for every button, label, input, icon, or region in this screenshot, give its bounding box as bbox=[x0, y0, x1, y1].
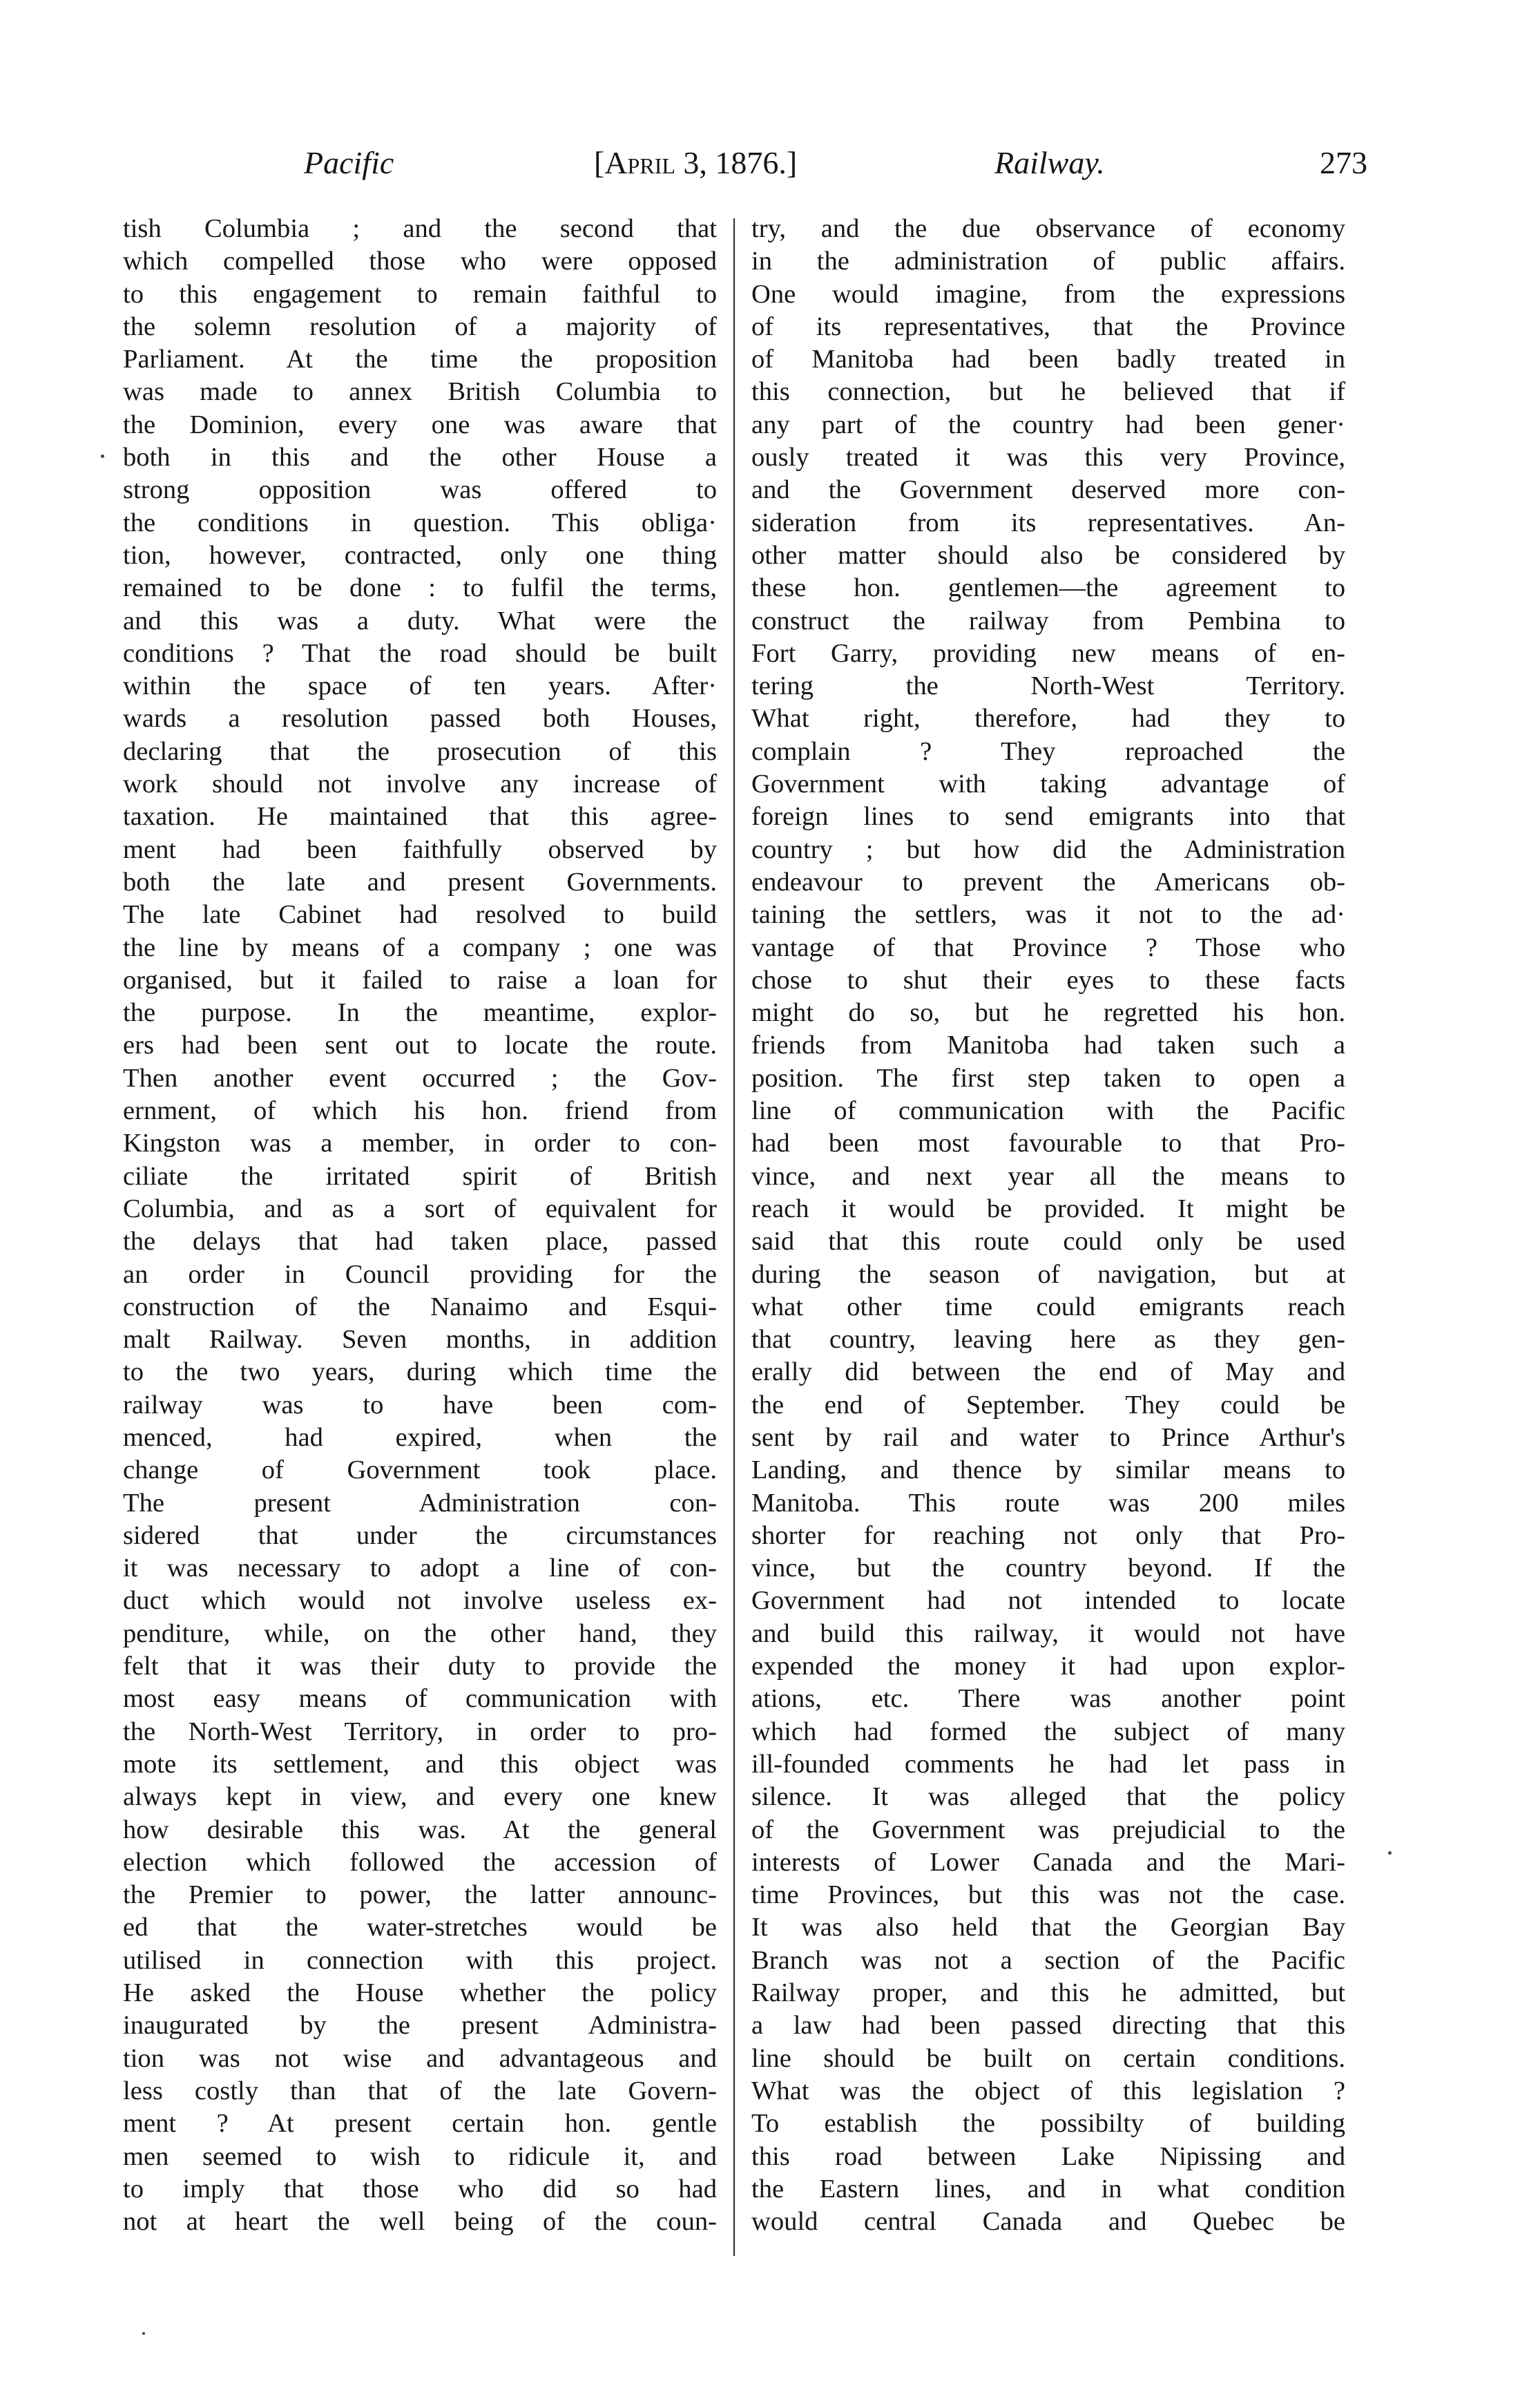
text-line: both the late and present Governments. bbox=[123, 867, 717, 897]
text-line: tering the North-West Territory. bbox=[751, 671, 1345, 701]
text-line: vince, and next year all the means to bbox=[751, 1161, 1345, 1191]
text-line: ed that the water-stretches would be bbox=[123, 1913, 717, 1942]
text-line: silence. It was alleged that the policy bbox=[751, 1782, 1345, 1812]
text-line: within the space of ten years. After· bbox=[123, 671, 717, 701]
text-line: an order in Council providing for the bbox=[123, 1259, 717, 1289]
page-number: 273 bbox=[1320, 145, 1367, 180]
text-line: which had formed the subject of many bbox=[751, 1717, 1345, 1746]
text-line: a law had been passed directing that this bbox=[751, 2011, 1345, 2041]
text-line: to imply that those who did so had bbox=[123, 2174, 717, 2204]
text-line: always kept in view, and every one knew bbox=[123, 1782, 717, 1812]
text-line: of the Government was prejudicial to the bbox=[751, 1815, 1345, 1844]
text-line: of Manitoba had been badly treated in bbox=[751, 345, 1345, 374]
text-line: the North-West Territory, in order to pro- bbox=[123, 1717, 717, 1746]
text-line: the conditions in question. This obliga· bbox=[123, 508, 717, 537]
text-line: declaring that the prosecution of this bbox=[123, 736, 717, 766]
column-divider bbox=[733, 218, 735, 2256]
text-line: this road between Lake Nipissing and bbox=[751, 2141, 1345, 2171]
text-line: ment ? At present certain hon. gentle bbox=[123, 2109, 717, 2139]
text-line: Fort Garry, providing new means of en- bbox=[751, 638, 1345, 668]
text-line: foreign lines to send emigrants into that bbox=[751, 802, 1345, 832]
text-line: was made to annex British Columbia to bbox=[123, 377, 717, 407]
text-line: and build this railway, it would not have bbox=[751, 1618, 1345, 1648]
text-line: Government with taking advantage of bbox=[751, 770, 1345, 799]
text-line: other matter should also be considered by bbox=[751, 540, 1345, 570]
text-line: What right, therefore, had they to bbox=[751, 704, 1345, 734]
text-line: utilised in connection with this project. bbox=[123, 1945, 717, 1975]
text-line: Columbia, and as a sort of equivalent for bbox=[123, 1194, 717, 1223]
text-line: Then another event occurred ; the Gov- bbox=[123, 1063, 717, 1093]
text-line: which compelled those who were opposed bbox=[123, 247, 717, 276]
text-line: expended the money it had upon explor- bbox=[751, 1652, 1345, 1681]
left-text-column bbox=[123, 213, 717, 2238]
text-line: and the Government deserved more con- bbox=[751, 475, 1345, 505]
text-line: Branch was not a section of the Pacific bbox=[751, 1945, 1345, 1975]
text-line: had been most favourable to that Pro- bbox=[751, 1129, 1345, 1158]
text-line: less costly than that of the late Govern- bbox=[123, 2076, 717, 2105]
text-line: To establish the possibilty of building bbox=[751, 2109, 1345, 2139]
text-line: most easy means of communication with bbox=[123, 1684, 717, 1714]
text-line: railway was to have been com- bbox=[123, 1390, 717, 1420]
text-line: sideration from its representatives. An- bbox=[751, 508, 1345, 537]
text-line: any part of the country had been gener· bbox=[751, 410, 1345, 439]
text-line: tish Columbia ; and the second that bbox=[123, 214, 717, 243]
text-line: the end of September. They could be bbox=[751, 1390, 1345, 1420]
text-line: inaugurated by the present Administra- bbox=[123, 2011, 717, 2041]
text-line: Parliament. At the time the proposition bbox=[123, 345, 717, 374]
text-line: malt Railway. Seven months, in addition bbox=[123, 1325, 717, 1355]
text-line: change of Government took place. bbox=[123, 1455, 717, 1485]
text-line: strong opposition was offered to bbox=[123, 475, 717, 505]
text-line: It was also held that the Georgian Bay bbox=[751, 1913, 1345, 1942]
text-line: might do so, but he regretted his hon. bbox=[751, 998, 1345, 1028]
text-line: Manitoba. This route was 200 miles bbox=[751, 1488, 1345, 1518]
running-header bbox=[304, 135, 1367, 191]
text-line: duct which would not involve useless ex- bbox=[123, 1586, 717, 1616]
text-line: construction of the Nanaimo and Esqui- bbox=[123, 1292, 717, 1321]
text-line: men seemed to wish to ridicule it, and bbox=[123, 2141, 717, 2171]
text-line: election which followed the accession of bbox=[123, 1847, 717, 1877]
text-line: tion was not wise and advantageous and bbox=[123, 2043, 717, 2073]
print-speck bbox=[101, 455, 104, 458]
text-line: Government had not intended to locate bbox=[751, 1586, 1345, 1616]
text-line: He asked the House whether the policy bbox=[123, 1978, 717, 2008]
text-line: tion, however, contracted, only one thing bbox=[123, 540, 717, 570]
text-line: ously treated it was this very Province, bbox=[751, 443, 1345, 472]
text-line: of its representatives, that the Province bbox=[751, 312, 1345, 341]
text-line: sidered that under the circumstances bbox=[123, 1520, 717, 1550]
text-line: position. The first step taken to open a bbox=[751, 1063, 1345, 1093]
text-line: vince, but the country beyond. If the bbox=[751, 1554, 1345, 1583]
text-line: to the two years, during which time the bbox=[123, 1357, 717, 1387]
text-line: chose to shut their eyes to these facts bbox=[751, 965, 1345, 995]
text-line: the delays that had taken place, passed bbox=[123, 1227, 717, 1256]
header-left-title: Pacific bbox=[304, 145, 394, 180]
text-line: taxation. He maintained that this agree- bbox=[123, 802, 717, 832]
print-speck bbox=[142, 2332, 145, 2335]
text-line: and this was a duty. What were the bbox=[123, 606, 717, 636]
header-month: April bbox=[604, 145, 675, 180]
text-line: menced, had expired, when the bbox=[123, 1422, 717, 1452]
text-line: vantage of that Province ? Those who bbox=[751, 933, 1345, 962]
text-line: Kingston was a member, in order to con- bbox=[123, 1129, 717, 1158]
text-line: the Premier to power, the latter announc- bbox=[123, 1880, 717, 1910]
text-line: this connection, but he believed that if bbox=[751, 377, 1345, 407]
text-line: try, and the due observance of economy bbox=[751, 214, 1345, 243]
text-line: work should not involve any increase of bbox=[123, 770, 717, 799]
header-right-title: Railway. bbox=[994, 145, 1105, 180]
text-line: ment had been faithfully observed by bbox=[123, 834, 717, 864]
text-line: felt that it was their duty to provide the bbox=[123, 1652, 717, 1681]
header-bracket: [ bbox=[594, 145, 605, 180]
text-line: said that this route could only be used bbox=[751, 1227, 1345, 1256]
header-date bbox=[594, 135, 797, 191]
text-line: in the administration of public affairs. bbox=[751, 247, 1345, 276]
text-line: that country, leaving here as they gen- bbox=[751, 1325, 1345, 1355]
header-date-rest: 3, 1876.] bbox=[675, 145, 798, 180]
text-line: endeavour to prevent the Americans ob- bbox=[751, 867, 1345, 897]
text-line: complain ? They reproached the bbox=[751, 736, 1345, 766]
text-line: mote its settlement, and this object was bbox=[123, 1749, 717, 1779]
text-line: it was necessary to adopt a line of con- bbox=[123, 1554, 717, 1583]
text-line: Railway proper, and this he admitted, but bbox=[751, 1978, 1345, 2008]
text-line: line of communication with the Pacific bbox=[751, 1096, 1345, 1126]
text-line: ernment, of which his hon. friend from bbox=[123, 1096, 717, 1126]
text-line: ers had been sent out to locate the route. bbox=[123, 1031, 717, 1060]
text-line: penditure, while, on the other hand, they bbox=[123, 1618, 717, 1648]
text-line: What was the object of this legislation ? bbox=[751, 2076, 1345, 2105]
text-line: what other time could emigrants reach bbox=[751, 1292, 1345, 1321]
text-line: the solemn resolution of a majority of bbox=[123, 312, 717, 341]
text-line: The late Cabinet had resolved to build bbox=[123, 900, 717, 930]
text-line: remained to be done : to fulfil the terms, bbox=[123, 573, 717, 603]
text-line: sent by rail and water to Prince Arthur's bbox=[751, 1422, 1345, 1452]
text-line: the purpose. In the meantime, explor- bbox=[123, 998, 717, 1028]
text-line: taining the settlers, was it not to the ad· bbox=[751, 900, 1345, 930]
text-line: country ; but how did the Administration bbox=[751, 834, 1345, 864]
text-line: shorter for reaching not only that Pro- bbox=[751, 1520, 1345, 1550]
text-line: the Eastern lines, and in what condition bbox=[751, 2174, 1345, 2204]
text-line: construct the railway from Pembina to bbox=[751, 606, 1345, 636]
text-line: during the season of navigation, but at bbox=[751, 1259, 1345, 1289]
text-line: conditions ? That the road should be built bbox=[123, 638, 717, 668]
text-line: these hon. gentlemen—the agreement to bbox=[751, 573, 1345, 603]
text-line: to this engagement to remain faithful to bbox=[123, 279, 717, 309]
text-line: the Dominion, every one was aware that bbox=[123, 410, 717, 439]
text-line: wards a resolution passed both Houses, bbox=[123, 704, 717, 734]
text-line: organised, but it failed to raise a loan for bbox=[123, 965, 717, 995]
text-line: ciliate the irritated spirit of British bbox=[123, 1161, 717, 1191]
text-line: not at heart the well being of the coun- bbox=[123, 2207, 717, 2237]
text-line: Landing, and thence by similar means to bbox=[751, 1455, 1345, 1485]
text-line: interests of Lower Canada and the Mari- bbox=[751, 1847, 1345, 1877]
text-line: One would imagine, from the expressions bbox=[751, 279, 1345, 309]
text-line: ations, etc. There was another point bbox=[751, 1684, 1345, 1714]
text-line: friends from Manitoba had taken such a bbox=[751, 1031, 1345, 1060]
text-line: erally did between the end of May and bbox=[751, 1357, 1345, 1387]
text-line: the line by means of a company ; one was bbox=[123, 933, 717, 962]
print-speck bbox=[1388, 1851, 1392, 1855]
text-line: how desirable this was. At the general bbox=[123, 1815, 717, 1844]
text-line: line should be built on certain conditions. bbox=[751, 2043, 1345, 2073]
right-text-column bbox=[751, 213, 1345, 2238]
text-line: would central Canada and Quebec be bbox=[751, 2207, 1345, 2237]
text-line: time Provinces, but this was not the case. bbox=[751, 1880, 1345, 1910]
text-line: ill-founded comments he had let pass in bbox=[751, 1749, 1345, 1779]
text-line: both in this and the other House a bbox=[123, 443, 717, 472]
text-line: The present Administration con- bbox=[123, 1488, 717, 1518]
text-line: reach it would be provided. It might be bbox=[751, 1194, 1345, 1223]
